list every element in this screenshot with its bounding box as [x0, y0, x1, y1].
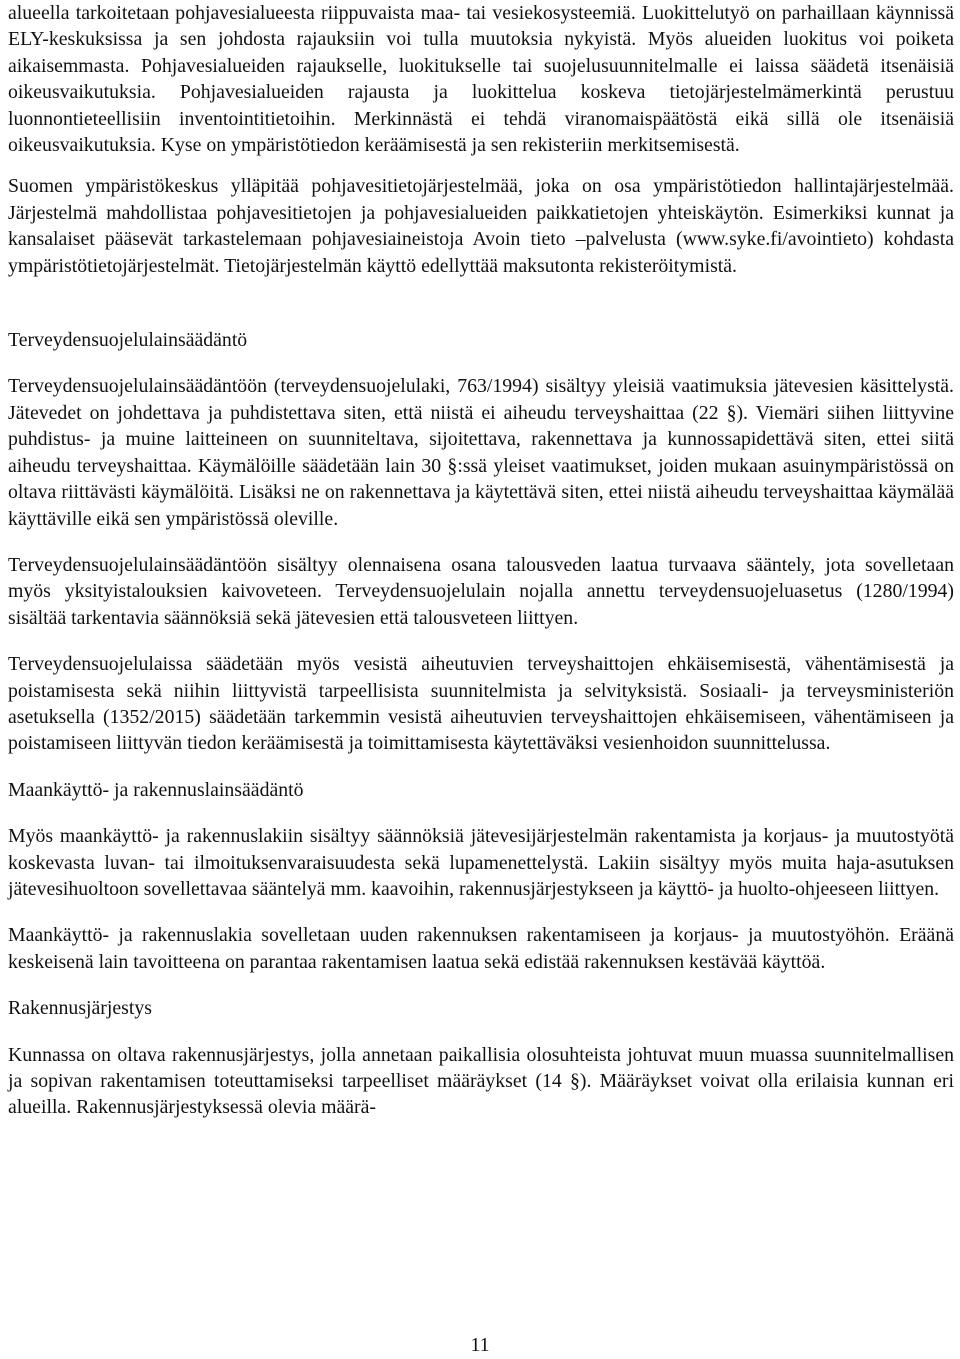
paragraph-health-protection-act: Terveydensuojelulainsäädäntöön (terveydensuojelulaki, 763/1994) sisältyy yleisiä vaatimuksia jätevesien käsittelystä. Jätevedet on johdettava ja puhdistettava siten, että niistä ei aiheudu terveyshaittaa (22 §). Viemäri siihen liittyvine puhdistus- ja muine laitteineen on suunniteltava, sijoitettava, rakennettava ja kunnossapidettävä siten, ettei siitä aiheudu terveyshaittaa. Käymälöille säädetään lain 30 §:ssä yleiset vaatimukset, joiden mukaan asuinympäristössä on oltava riittävästi käymälöitä. Lisäksi ne on rakennettava ja käytettävä siten, ettei niistä aiheudu terveyshaittaa käymälää käyttäville eikä sen ympäristössä oleville.	[8, 375, 954, 530]
heading-land-use-building-legislation: Maankäyttö- ja rakennuslainsäädäntö	[8, 778, 304, 801]
document-page	[8, 0, 954, 1121]
paragraph-land-use-building-act: Myös maankäyttö- ja rakennuslakiin sisältyy säännöksiä jätevesijärjestelmän rakentamista ja korjaus- ja muutostyötä koskevasta luvan- tai ilmoituksenvaraisuudesta sekä lupamenettelystä. Lakiin sisältyy myös muita haja-asutuksen jätevesihuoltoon sovellettavaa sääntelyä mm. kaavoihin, rakennusjärjestykseen ja käyttö- ja huolto-ohjeeseen liittyen.	[8, 825, 954, 900]
page-number: 11	[470, 1334, 490, 1356]
heading-building-ordinance: Rakennusjärjestys	[8, 997, 152, 1020]
paragraph-groundwater-classification: alueella tarkoitetaan pohjavesialueesta riippuvaista maa- tai vesiekosysteemiä. Luokittelutyö on parhaillaan käynnissä ELY-keskuksissa ja sen johdosta rajauksiin voi tulla muutoksia nykyistä. Myös alueiden luokitus voi poiketa aikaisemmasta. Pohjavesialueiden rajaukselle, luokitukselle tai suojelusuunnitelmalle ei laissa säädetä itsenäisiä oikeusvaikutuksia. Pohjavesialueiden rajausta ja luokittelua koskeva tietojärjestelmämerkintä perustuu luonnontieteellisiin inventointitietoihin. Merkinnästä ei tehdä viranomaispäätöstä eikä sillä ole itsenäisiä oikeusvaikutuksia. Kyse on ympäristötiedon keräämisestä ja sen rekisteriin merkitsemisestä.	[8, 2, 954, 157]
paragraph-building-act-application: Maankäyttö- ja rakennuslakia sovelletaan uuden rakennuksen rakentamiseen ja korjaus- ja muutostyöhön. Eräänä keskeisenä lain tavoitteena on parantaa rakentamisen laatua sekä edistää rakennuksen kestävää käyttöä.	[8, 924, 954, 973]
paragraph-household-water-regulation: Terveydensuojelulainsäädäntöön sisältyy olennaisena osana talousveden laatua turvaava sääntely, jota sovelletaan myös yksityistalouksien kaivoveteen. Terveydensuojelulain nojalla annettu terveydensuojeluasetus (1280/1994) sisältää tarkentavia säännöksiä sekä jätevesien että talousveteen liittyen.	[8, 553, 954, 629]
heading-health-protection-legislation: Terveydensuojelulainsäädäntö	[8, 329, 248, 352]
paragraph-groundwater-information-system: Suomen ympäristökeskus ylläpitää pohjavesitietojärjestelmää, joka on osa ympäristötiedon hallintajärjestelmää. Järjestelmä mahdollistaa pohjavesitietojen ja pohjavesialueiden paikkatietojen yhteiskäytön. Esimerkiksi kunnat ja kansalaiset pääsevät tarkastelemaan pohjavesiaineistoja Avoin tieto –palvelusta (www.syke.fi/avointieto) kohdasta ympäristötietojärjestelmät. Tietojärjestelmän käyttö edellyttää maksutonta rekisteröitymistä.	[8, 175, 954, 277]
paragraph-water-health-hazards: Terveydensuojelulaissa säädetään myös vesistä aiheutuvien terveyshaittojen ehkäisemisestä, vähentämisestä ja poistamisesta sekä niihin liittyvistä tarpeellisista suunnitelmista ja selvityksistä. Sosiaali- ja terveysministeriön asetuksella (1352/2015) säädetään tarkemmin vesistä aiheutuvien terveyshaittojen ehkäisemiseen, vähentämiseen ja poistamiseen liittyvän tiedon keräämisestä ja toimittamisesta käytettäväksi vesienhoidon suunnittelussa.	[8, 653, 954, 755]
paragraph-building-ordinance: Kunnassa on oltava rakennusjärjestys, jolla annetaan paikallisia olosuhteista johtuvat muun muassa suunnitelmallisen ja sopivan rakentamisen toteuttamiseksi tarpeelliset määräykset (14 §). Määräykset voivat olla erilaisia kunnan eri alueilla. Rakennusjärjestyksessä olevia määrä-	[8, 1043, 954, 1119]
